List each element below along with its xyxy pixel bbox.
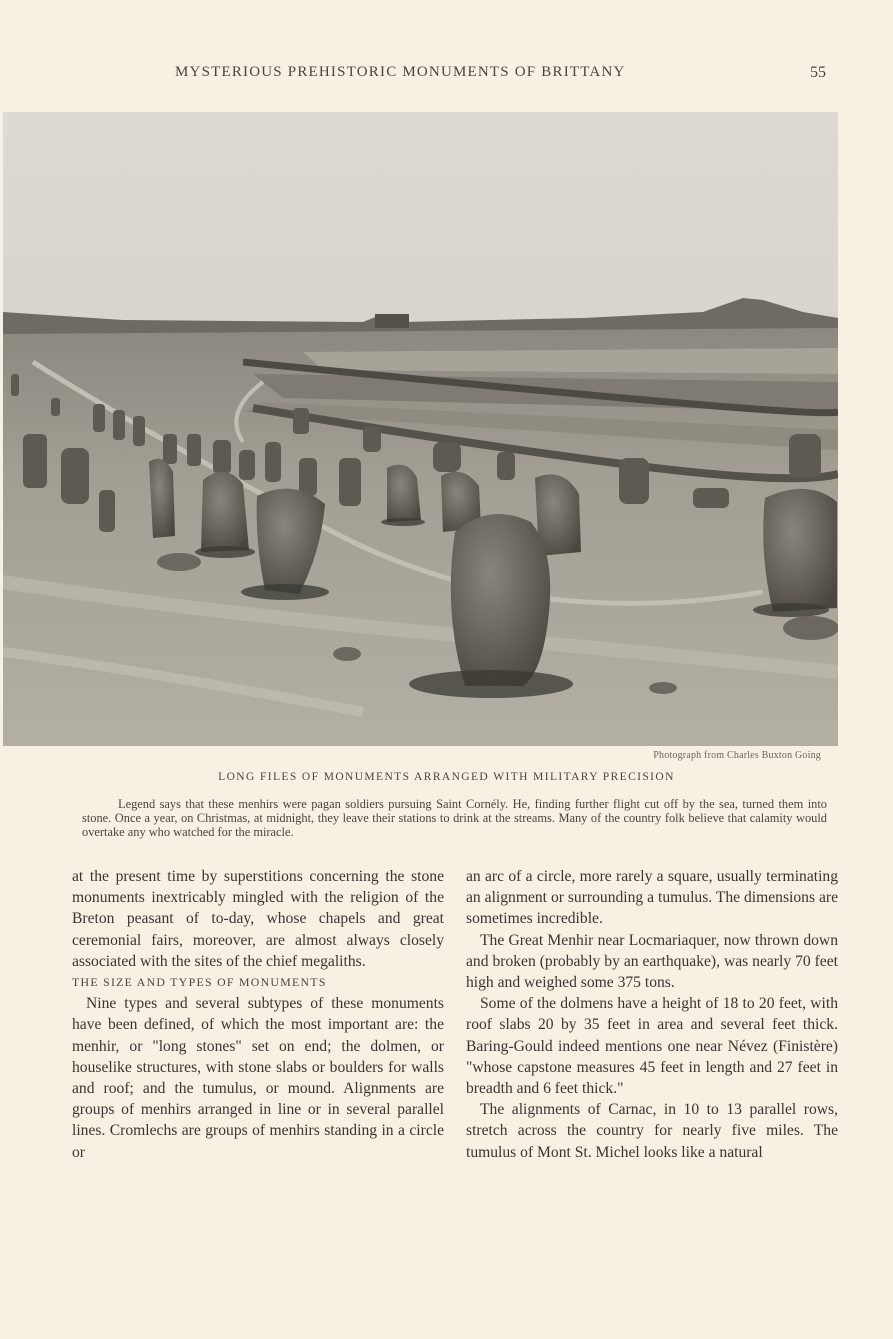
right-column [466, 866, 838, 1163]
body-paragraph: The alignments of Carnac, in 10 to 13 parallel rows, stretch across the country for nearly five miles. The tumulus of Mont St. Michel looks like a natural [466, 1101, 838, 1161]
caption-title: LONG FILES OF MONUMENTS ARRANGED WITH MILITARY PRECISION [218, 771, 675, 783]
body-paragraph: Nine types and several subtypes of these monuments have been defined, of which the most important are: the menhir, or "long stones" set on end; the dolmen, or houselike structures, with stone slabs or boulders for walls and roof; and the tumulus, or mound. Alignments are groups of menhirs arranged in line or in several parallel lines. Cromlechs are groups of menhirs standing in a circle or [72, 995, 444, 1161]
body-paragraph: The Great Menhir near Locmariaquer, now thrown down and broken (probably by an earthquake), was nearly 70 feet high and weighed some 375 tons. [466, 931, 838, 992]
menhir-alignment-photograph [3, 112, 838, 746]
page-number: 55 [810, 64, 826, 81]
body-paragraph: an arc of a circle, more rarely a square, usually terminating an alignment or surrounding a tumulus. The dimensions are sometimes incredible. [466, 868, 838, 928]
body-paragraph: at the present time by superstitions concerning the stone monuments inextricably mingled with the religion of the Breton peasant of to-day, whose chapels and great ceremonial fairs, moreover, are almost always closely associated with the sites of the chief megaliths. [72, 868, 444, 970]
left-column [72, 866, 444, 1163]
caption-text: Legend says that these menhirs were pagan soldiers pursuing Saint Cornély. He, finding further flight cut off by the sea, turned them into stone. Once a year, on Christmas, at midnight, they leave their stations to drink at the streams. Many of the country folk believe that calamity would overtake any who watched for the miracle. [82, 797, 827, 839]
body-paragraph: Some of the dolmens have a height of 18 to 20 feet, with roof slabs 20 by 35 feet in area and several feet thick. Baring-Gould indeed mentions one near Névez (Finistère) "whose capstone measures 45 feet in length and 27 feet in breadth and 6 feet thick." [466, 995, 838, 1098]
section-heading: THE SIZE AND TYPES OF MONUMENTS [72, 975, 327, 990]
running-title: MYSTERIOUS PREHISTORIC MONUMENTS OF BRITTANY [175, 64, 626, 80]
photo-credit: Photograph from Charles Buxton Going [653, 750, 821, 761]
running-header [0, 64, 893, 88]
